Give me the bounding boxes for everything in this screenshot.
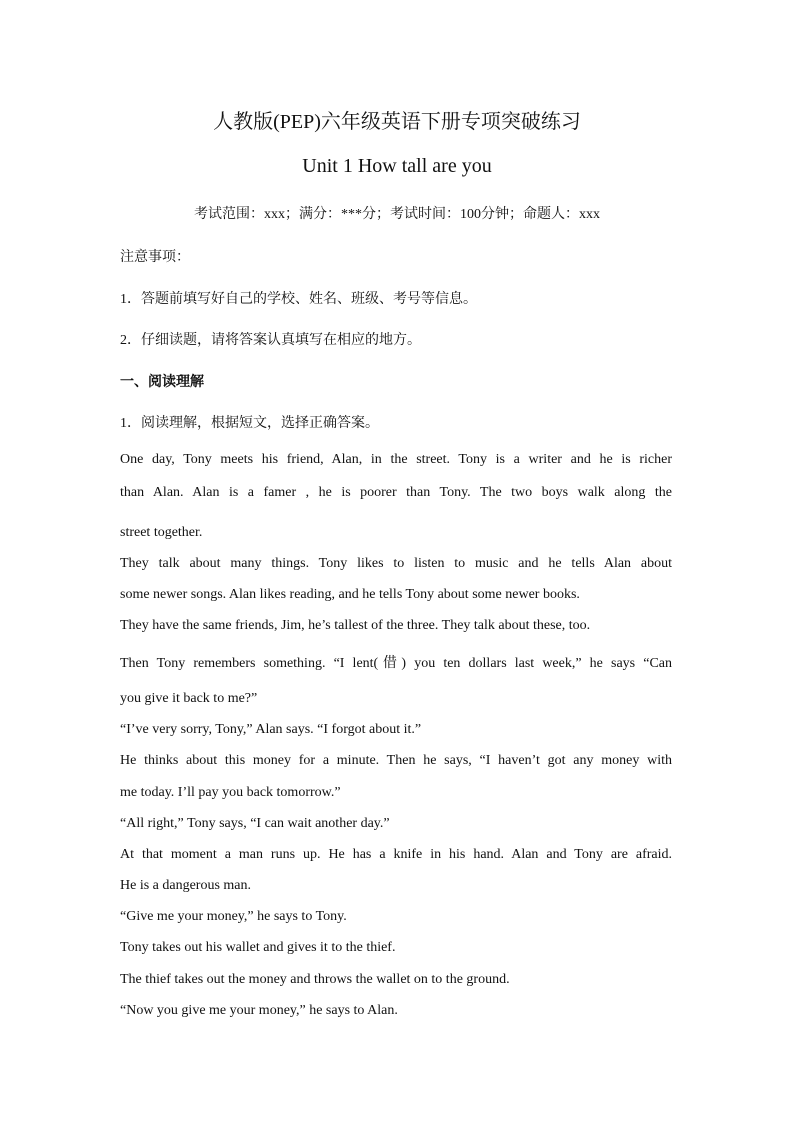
passage-line: “I’ve very sorry, Tony,” Alan says. “I forgot about it.” <box>120 722 422 737</box>
notes-heading: 注意事项： <box>120 250 190 265</box>
passage-line: “All right,” Tony says, “I can wait another day.” <box>120 816 390 831</box>
passage-line: One day, Tony meets his friend, Alan, in the street. Tony is a writer and he is richer <box>120 452 672 467</box>
passage-line: street together. <box>120 525 203 540</box>
passage-line: Tony takes out his wallet and gives it to the thief. <box>120 940 396 955</box>
question-prompt: 1．阅读理解，根据短文，选择正确答案。 <box>120 416 379 431</box>
passage-line: At that moment a man runs up. He has a knife in his hand. Alan and Tony are afraid. <box>120 847 672 862</box>
passage-line: me today. I’ll pay you back tomorrow.” <box>120 785 341 800</box>
document-subtitle: Unit 1 How tall are you <box>302 155 492 177</box>
passage-line: “Now you give me your money,” he says to Alan. <box>120 1003 398 1018</box>
passage-line: He thinks about this money for a minute. Then he says, “I haven’t got any money with <box>120 753 672 768</box>
passage-line: than Alan. Alan is a famer , he is poorer than Tony. The two boys walk along the <box>120 485 672 500</box>
note-item-1: 1．答题前填写好自己的学校、姓名、班级、考号等信息。 <box>120 292 477 307</box>
passage-line: some newer songs. Alan likes reading, and he tells Tony about some newer books. <box>120 587 580 602</box>
passage-line: They have the same friends, Jim, he’s tallest of the three. They talk about these, too. <box>120 618 591 633</box>
passage-line: They talk about many things. Tony likes to listen to music and he tells Alan about <box>120 556 672 571</box>
exam-info: 考试范围：xxx；满分：***分；考试时间：100分钟；命题人：xxx <box>194 207 600 222</box>
passage-line: The thief takes out the money and throws the wallet on to the ground. <box>120 972 510 987</box>
passage-line: He is a dangerous man. <box>120 878 252 893</box>
section-heading: 一、阅读理解 <box>120 375 204 390</box>
passage-line: “Give me your money,” he says to Tony. <box>120 909 347 924</box>
note-item-2: 2．仔细读题，请将答案认真填写在相应的地方。 <box>120 333 421 348</box>
document-title: 人教版(PEP)六年级英语下册专项突破练习 <box>213 111 581 133</box>
passage-line: you give it back to me?” <box>120 691 258 706</box>
passage-line: Then Tony remembers something. “I lent(借) you ten dollars last week,” he says “Can <box>120 656 672 671</box>
